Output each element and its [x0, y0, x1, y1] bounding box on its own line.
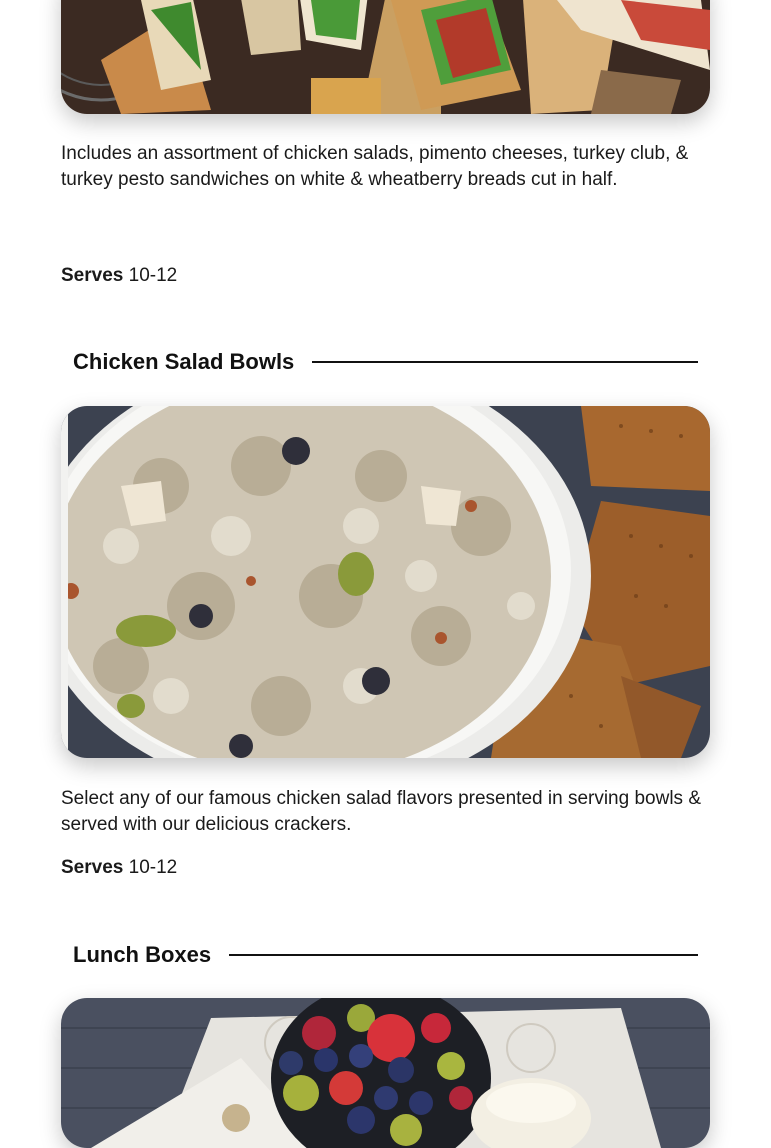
- section-title: Lunch Boxes: [73, 942, 212, 967]
- lunch-box-image: [61, 998, 710, 1148]
- serves-value: 10-12: [128, 857, 178, 878]
- sandwich-tray-serves: [61, 263, 177, 289]
- chicken-salad-bowls-serves: [61, 855, 177, 881]
- section-title: Chicken Salad Bowls: [73, 349, 295, 374]
- section-divider: [312, 361, 698, 363]
- section-heading-lunch-boxes: [73, 942, 698, 968]
- section-divider: [229, 954, 698, 956]
- section-heading-chicken-salad-bowls: [73, 349, 698, 375]
- sandwich-tray-image: [61, 0, 710, 114]
- sandwich-tray-description: Includes an assortment of chicken salads, pimento cheeses, turkey club, & turkey pesto sandwiches on white & wheatberry breads cut in half.: [61, 143, 689, 190]
- chicken-salad-bowls-description: Select any of our famous chicken salad flavors presented in serving bowls & served with our delicious crackers.: [61, 788, 701, 835]
- serves-label: Serves: [61, 265, 124, 286]
- serves-value: 10-12: [128, 265, 178, 286]
- serves-label: Serves: [61, 857, 124, 878]
- chicken-salad-bowl-image: [61, 406, 710, 758]
